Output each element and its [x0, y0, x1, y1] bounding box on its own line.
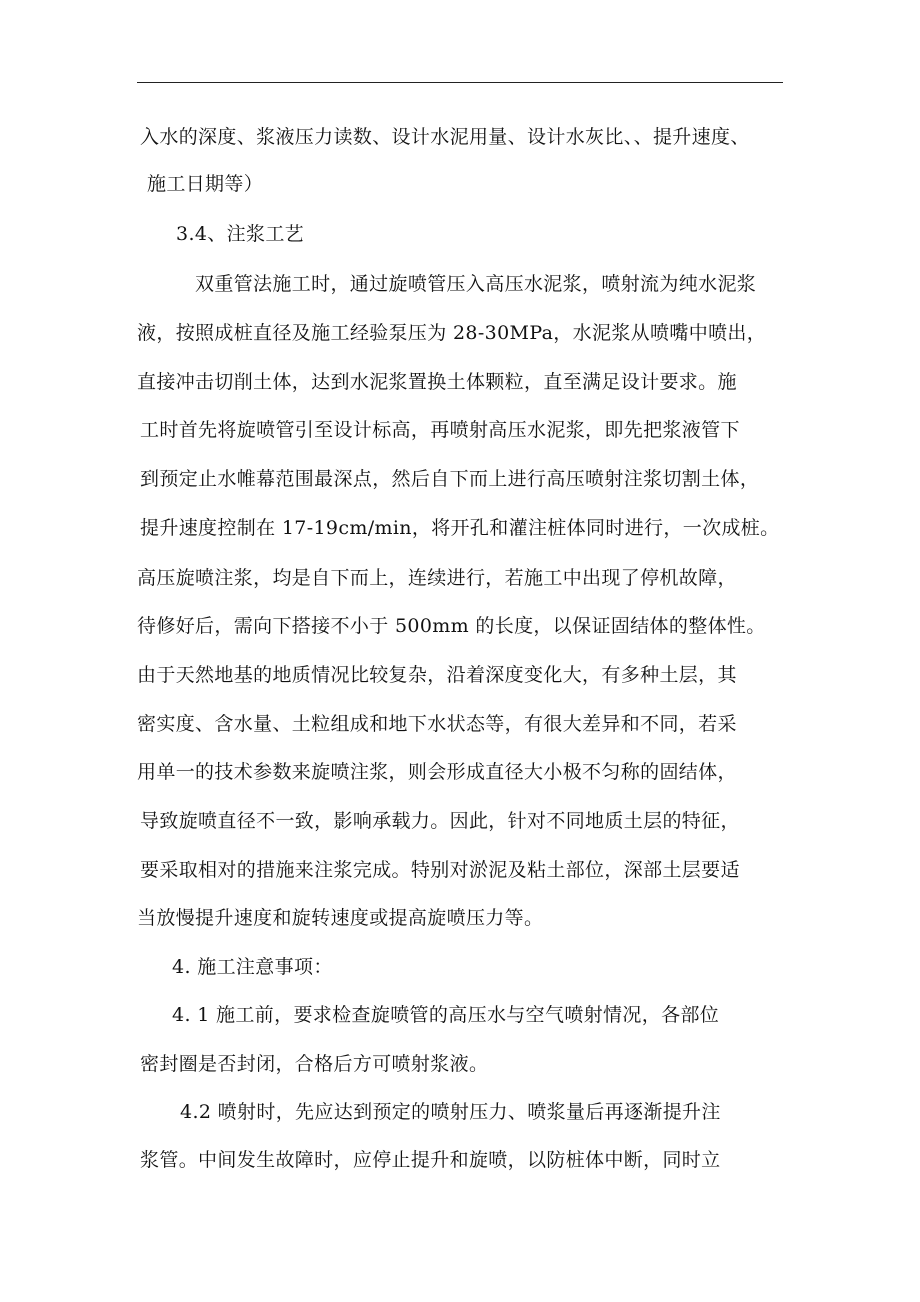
section-heading: 4. 施工注意事项： [172, 956, 333, 978]
text-line: 工时首先将旋喷管引至设计标高，再喷射高压水泥浆，即先把浆液管下 [140, 419, 740, 441]
text-line: 液，按照成桩直径及施工经验泵压为 28-30MPa，水泥浆从喷嘴中喷出， [137, 322, 767, 344]
text-line: 当放慢提升速度和旋转速度或提高旋喷压力等。 [137, 907, 544, 929]
text-line: 到预定止水帷幕范围最深点，然后自下而上进行高压喷射注浆切割土体， [140, 468, 760, 490]
text-line: 4. 1 施工前，要求检查旋喷管的高压水与空气喷射情况，各部位 [172, 1004, 720, 1026]
section-heading: 3.4、注浆工艺 [176, 223, 305, 245]
header-rule [137, 82, 783, 83]
text-line: 密封圈是否封闭，合格后方可喷射浆液。 [140, 1053, 489, 1075]
text-line: 提升速度控制在 17-19cm/min，将开孔和灌注桩体同时进行，一次成桩。 [140, 517, 780, 539]
text-line: 高压旋喷注浆，均是自下而上，连续进行，若施工中出现了停机故障， [137, 567, 737, 589]
text-line: 入水的深度、浆液压力读数、设计水泥用量、设计水灰比、、提升速度、 [140, 126, 750, 148]
text-line: 要采取相对的措施来注浆完成。特别对淤泥及粘土部位，深部土层要适 [140, 859, 740, 881]
text-line: 4.2 喷射时，先应达到预定的喷射压力、喷浆量后再逐渐提升注 [180, 1101, 721, 1123]
text-line: 用单一的技术参数来旋喷注浆，则会形成直径大小极不匀称的固结体， [137, 761, 737, 783]
text-line: 直接冲击切削土体，达到水泥浆置换土体颗粒，直至满足设计要求。施 [137, 371, 737, 393]
text-line: 浆管。中间发生故障时，应停止提升和旋喷，以防桩体中断，同时立 [140, 1149, 721, 1171]
text-line: 双重管法施工时，通过旋喷管压入高压水泥浆，喷射流为纯水泥浆 [195, 273, 757, 295]
text-line: 施工日期等） [147, 173, 264, 195]
text-line: 导致旋喷直径不一致，影响承载力。因此，针对不同地质土层的特征， [140, 810, 740, 832]
text-line: 密实度、含水量、土粒组成和地下水状态等，有很大差异和不同，若采 [137, 713, 737, 735]
text-line: 由于天然地基的地质情况比较复杂，沿着深度变化大，有多种土层，其 [137, 664, 737, 686]
text-line: 待修好后，需向下搭接不小于 500mm 的长度，以保证固结体的整体性。 [137, 615, 766, 637]
